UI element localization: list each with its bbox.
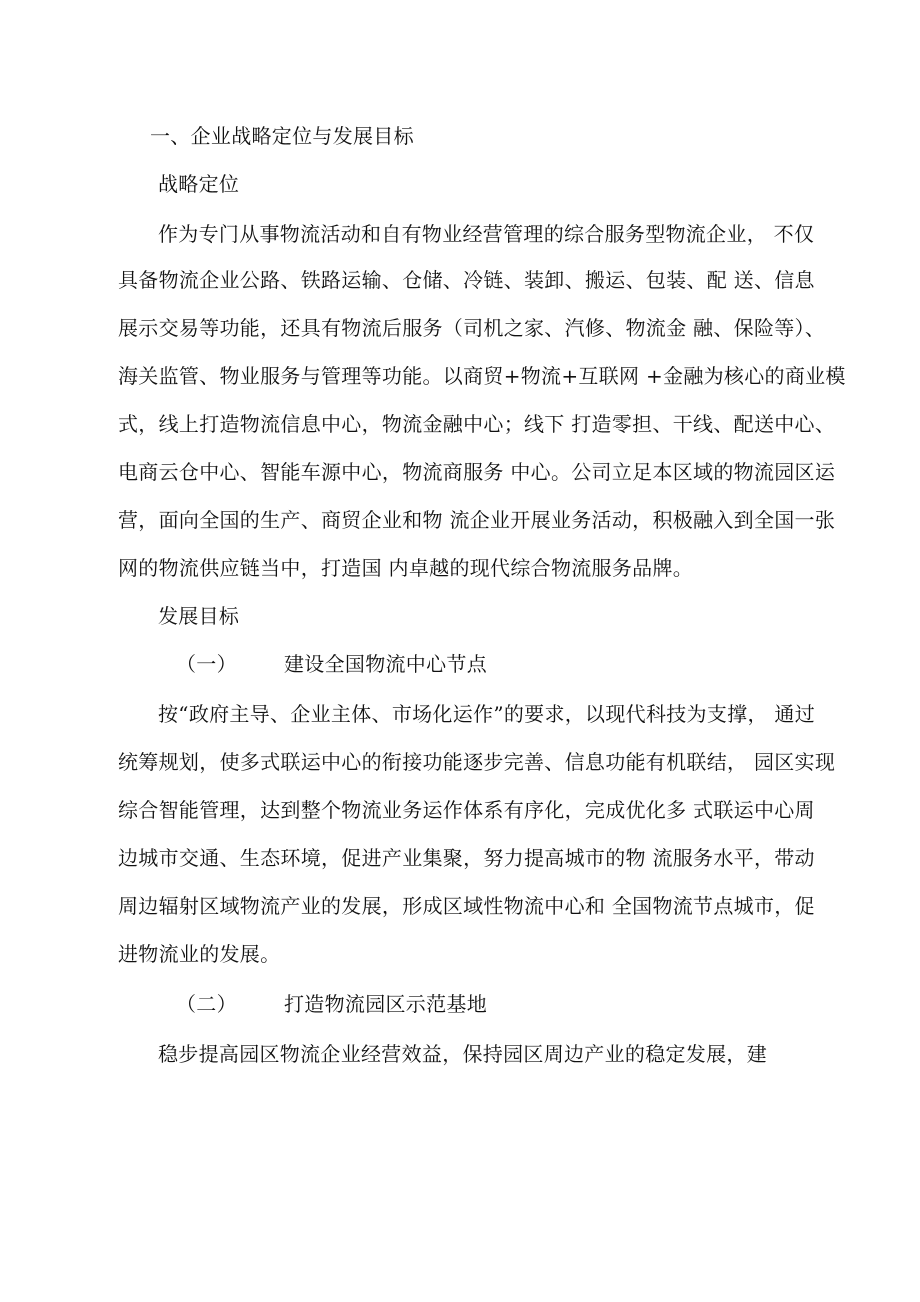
goal1-line-6: 进物流业的发展。 bbox=[118, 942, 281, 966]
positioning-line-8: 网的物流供应链当中，打造国 内卓越的现代综合物流服务品牌。 bbox=[118, 556, 694, 580]
positioning-line-2: 具备物流企业公路、铁路运输、仓储、冷链、装卸、搬运、包装、配 送、信息 bbox=[118, 268, 815, 292]
positioning-line-4: 海关监管、物业服务与管理等功能。以商贸+物流+互联网 +金融为核心的商业模 bbox=[118, 364, 846, 388]
goal1-line-4: 边城市交通、生态环境，促进产业集聚，努力提高城市的物 流服务水平，带动 bbox=[118, 846, 815, 870]
goal1-line-1: 按“政府主导、企业主体、市场化运作”的要求，以现代科技为支撑， 通过 bbox=[158, 702, 816, 726]
positioning-line-7: 营，面向全国的生产、商贸企业和物 流企业开展业务活动，积极融入到全国一张 bbox=[118, 508, 836, 532]
goal2-number: （二） bbox=[176, 992, 237, 1016]
goal1-line-5: 周边辐射区域物流产业的发展，形成区域性物流中心和 全国物流节点城市，促 bbox=[118, 894, 815, 918]
goal1-line-3: 综合智能管理，达到整个物流业务运作体系有序化，完成优化多 式联运中心周 bbox=[118, 798, 815, 822]
positioning-line-6: 电商云仓中心、智能车源中心，物流商服务 中心。公司立足本区域的物流园区运 bbox=[118, 460, 836, 484]
goals-heading: 发展目标 bbox=[158, 604, 240, 628]
positioning-heading: 战略定位 bbox=[158, 172, 240, 196]
positioning-line-1: 作为专门从事物流活动和自有物业经营管理的综合服务型物流企业， 不仅 bbox=[158, 222, 815, 246]
goal2-title: 打造物流园区示范基地 bbox=[284, 992, 487, 1016]
goal1-number: （一） bbox=[176, 652, 237, 676]
goal1-line-2: 统筹规划，使多式联运中心的衔接功能逐步完善、信息功能有机联结， 园区实现 bbox=[118, 750, 836, 774]
goal1-title: 建设全国物流中心节点 bbox=[284, 652, 487, 676]
positioning-line-5: 式，线上打造物流信息中心，物流金融中心；线下 打造零担、干线、配送中心、 bbox=[118, 412, 836, 436]
goal2-line-1: 稳步提高园区物流企业经营效益，保持园区周边产业的稳定发展，建 bbox=[158, 1042, 767, 1066]
positioning-line-3: 展示交易等功能，还具有物流后服务（司机之家、汽修、物流金 融、保险等）、 bbox=[118, 316, 826, 340]
section-heading: 一、企业战略定位与发展目标 bbox=[150, 124, 414, 148]
